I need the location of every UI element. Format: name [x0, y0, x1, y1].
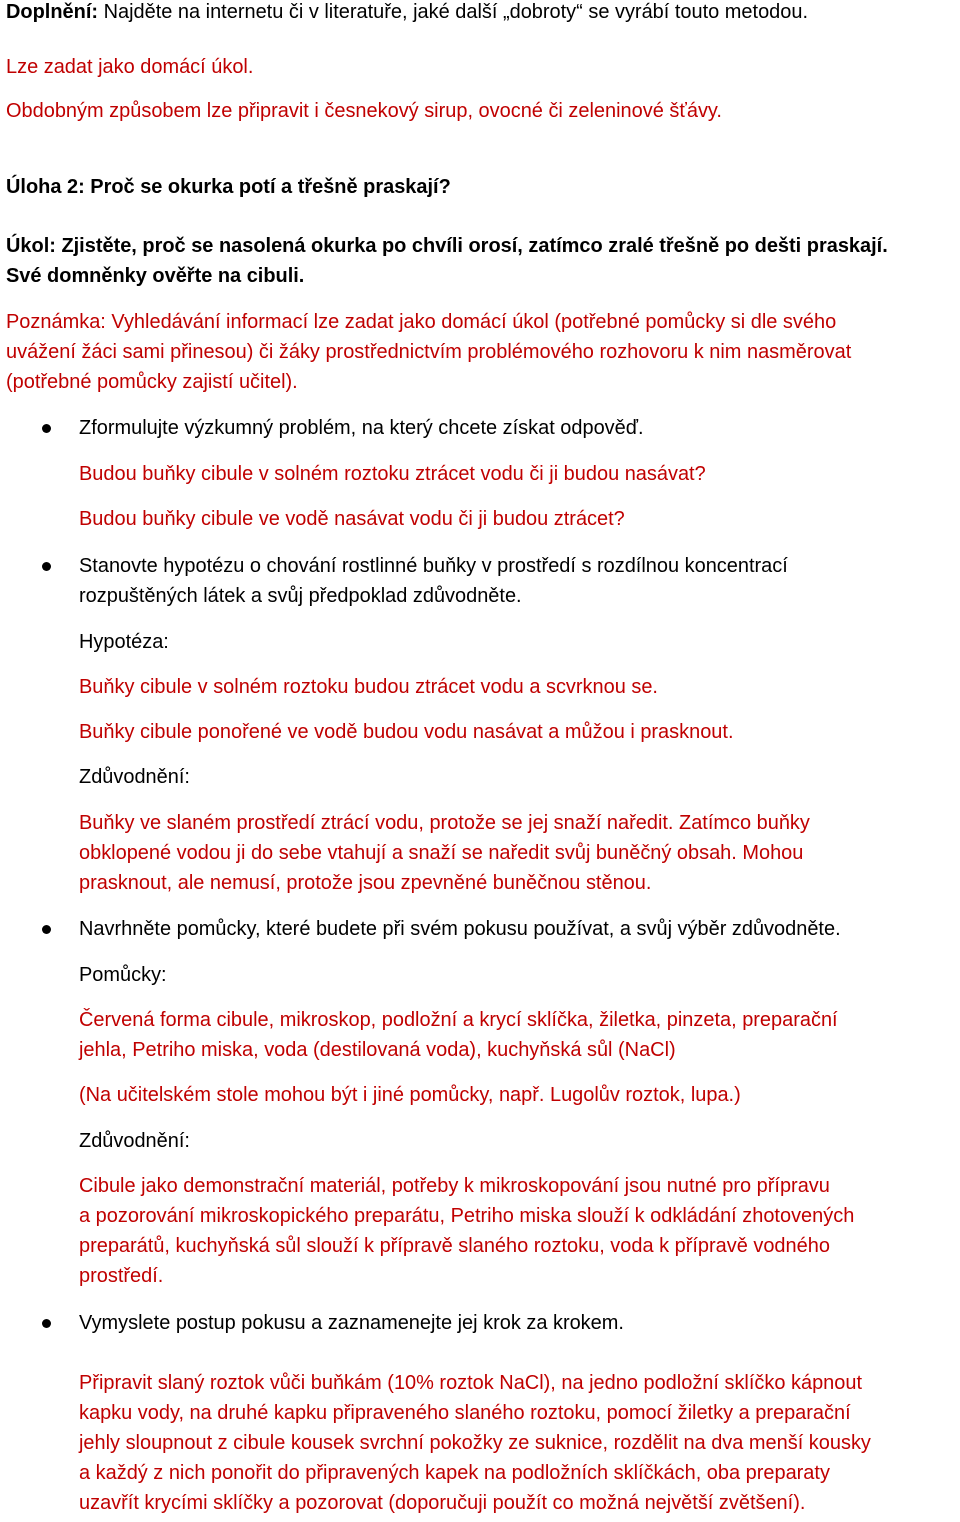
bullet-icon: [42, 424, 51, 433]
zduvodneni-line-4: prostředí.: [79, 1265, 164, 1287]
ukol-line-1: Úkol: Zjistěte, proč se nasolená okurka po chvíli orosí, zatímco zralé třešně po dešti praskají.: [6, 235, 888, 257]
poznamka-line-1: Poznámka: Vyhledávání informací lze zadat jako domácí úkol (potřebné pomůcky si dle svého: [6, 311, 837, 333]
doplneni-paragraph: [6, 0, 958, 27]
doplneni-label: Doplnění:: [6, 1, 99, 23]
zduvodneni-line-1: Buňky ve slaném prostředí ztrácí vodu, protože se jej snaží naředit. Zatímco buňky: [79, 812, 810, 834]
bullet-icon: [42, 925, 51, 934]
hypoteza-line-1: Buňky cibule v solném roztoku budou ztrácet vodu a scvrknou se.: [79, 676, 658, 698]
postup-line-4: a každý z nich ponořit do připravených kapek na podložních sklíčkách, oba preparaty: [79, 1462, 830, 1484]
zduvodneni-line-2: a pozorování mikroskopického preparátu, Petriho miska slouží k odkládání zhotovených: [79, 1205, 855, 1227]
pomucky-label: Pomůcky:: [79, 964, 167, 986]
postup-line-5: uzavřít krycími sklíčky a pozorovat (doporučuji použít co možná největší zvětšení).: [79, 1492, 806, 1514]
postup-line-1: Připravit slaný roztok vůči buňkám (10% roztok NaCl), na jedno podložní sklíčko kápnout: [79, 1372, 863, 1394]
zduvodneni-label: Zdůvodnění:: [79, 1130, 190, 1152]
hypoteza-label: Hypotéza:: [79, 631, 169, 653]
similar-note: Obdobným způsobem lze připravit i česnekový sirup, ovocné či zeleninové šťávy.: [6, 100, 722, 122]
item-1-answer-1: Budou buňky cibule v solném roztoku ztrácet vodu či ji budou nasávat?: [79, 463, 706, 485]
ukol-line-2: Své domněnky ověřte na cibuli.: [6, 265, 305, 287]
bullet-icon: [42, 562, 51, 571]
item-1-answer-2: Budou buňky cibule ve vodě nasávat vodu či ji budou ztrácet?: [79, 508, 625, 530]
zduvodneni-line-3: prasknout, ale nemusí, protože jsou zpevněné buněčnou stěnou.: [79, 872, 652, 894]
postup-line-3: jehly sloupnout z cibule kousek svrchní pokožky ze suknice, rozdělit na dva menší kousky: [79, 1432, 871, 1454]
item-2-text-line-1: Stanovte hypotézu o chování rostlinné buňky v prostředí s rozdílnou koncentrací: [79, 555, 788, 577]
pomucky-line-2: jehla, Petriho miska, voda (destilovaná voda), kuchyňská sůl (NaCl): [79, 1039, 676, 1061]
postup-line-2: kapku vody, na druhé kapku připraveného slaného roztoku, pomocí žiletky a preparační: [79, 1402, 851, 1424]
task-title: Úloha 2: Proč se okurka potí a třešně praskají?: [6, 176, 451, 198]
bullet-icon: [42, 1319, 51, 1328]
zduvodneni-label: Zdůvodnění:: [79, 766, 190, 788]
pomucky-extra: (Na učitelském stole mohou být i jiné pomůcky, např. Lugolův roztok, lupa.): [79, 1084, 741, 1106]
zduvodneni-line-2: obklopené vodou ji do sebe vtahují a snaží se naředit svůj buněčný obsah. Mohou: [79, 842, 804, 864]
homework-note: Lze zadat jako domácí úkol.: [6, 56, 254, 78]
pomucky-line-1: Červená forma cibule, mikroskop, podložní a krycí sklíčka, žiletka, pinzeta, preparační: [79, 1009, 838, 1031]
doplneni-text: Najděte na internetu či v literatuře, jaké další „dobroty“ se vyrábí touto metodou.: [98, 1, 809, 23]
zduvodneni-line-3: preparátů, kuchyňská sůl slouží k přípravě slaného roztoku, voda k přípravě vodného: [79, 1235, 830, 1257]
hypoteza-line-2: Buňky cibule ponořené ve vodě budou vodu nasávat a můžou i prasknout.: [79, 721, 734, 743]
item-2-text-line-2: rozpuštěných látek a svůj předpoklad zdůvodněte.: [79, 585, 522, 607]
zduvodneni-line-1: Cibule jako demonstrační materiál, potřeby k mikroskopování jsou nutné pro přípravu: [79, 1175, 830, 1197]
item-3-text: Navrhněte pomůcky, které budete při svém pokusu používat, a svůj výběr zdůvodněte.: [79, 918, 841, 940]
item-4-text: Vymyslete postup pokusu a zaznamenejte jej krok za krokem.: [79, 1312, 624, 1334]
item-1-text: Zformulujte výzkumný problém, na který chcete získat odpověď.: [79, 417, 644, 439]
poznamka-line-3: (potřebné pomůcky zajistí učitel).: [6, 371, 298, 393]
poznamka-line-2: uvážení žáci sami přinesou) či žáky prostřednictvím problémového rozhovoru k nim nasměrovat: [6, 341, 852, 363]
